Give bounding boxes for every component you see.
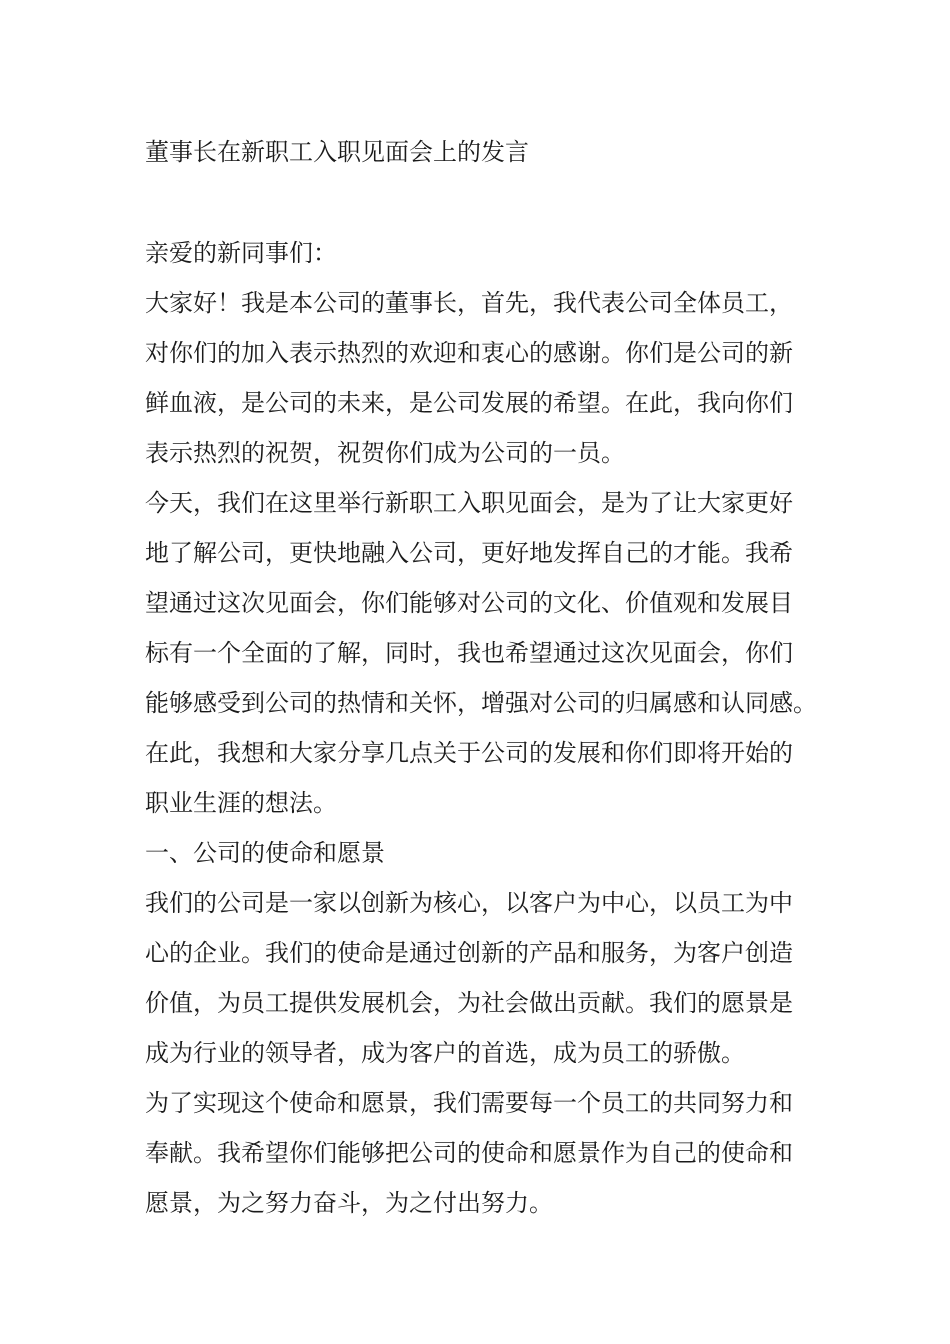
body-line: 能够感受到公司的热情和关怀，增强对公司的归属感和认同感。 bbox=[145, 689, 817, 717]
body-line: 成为行业的领导者，成为客户的首选，成为员工的骄傲。 bbox=[145, 1039, 745, 1067]
document-body bbox=[145, 228, 817, 1228]
document-title: 董事长在新职工入职见面会上的发言 bbox=[145, 138, 529, 166]
body-line: 奉献。我希望你们能够把公司的使命和愿景作为自己的使命和 bbox=[145, 1139, 793, 1167]
body-line: 今天，我们在这里举行新职工入职见面会，是为了让大家更好 bbox=[145, 489, 793, 517]
body-line: 愿景，为之努力奋斗，为之付出努力。 bbox=[145, 1189, 553, 1217]
body-line: 大家好！我是本公司的董事长，首先，我代表公司全体员工， bbox=[145, 289, 793, 317]
body-line: 价值，为员工提供发展机会，为社会做出贡献。我们的愿景是 bbox=[145, 989, 793, 1017]
body-line: 标有一个全面的了解，同时，我也希望通过这次见面会，你们 bbox=[145, 639, 793, 667]
body-line: 望通过这次见面会，你们能够对公司的文化、价值观和发展目 bbox=[145, 589, 793, 617]
body-line: 心的企业。我们的使命是通过创新的产品和服务，为客户创造 bbox=[145, 939, 793, 967]
greeting-line: 亲爱的新同事们： bbox=[145, 239, 337, 267]
body-line: 地了解公司，更快地融入公司，更好地发挥自己的才能。我希 bbox=[145, 539, 793, 567]
body-line: 表示热烈的祝贺，祝贺你们成为公司的一员。 bbox=[145, 439, 625, 467]
body-line: 我们的公司是一家以创新为核心，以客户为中心，以员工为中 bbox=[145, 889, 793, 917]
section-heading: 一、公司的使命和愿景 bbox=[145, 839, 385, 867]
body-line: 鲜血液，是公司的未来，是公司发展的希望。在此，我向你们 bbox=[145, 389, 793, 417]
body-line: 对你们的加入表示热烈的欢迎和衷心的感谢。你们是公司的新 bbox=[145, 339, 793, 367]
body-line: 为了实现这个使命和愿景，我们需要每一个员工的共同努力和 bbox=[145, 1089, 793, 1117]
body-line: 在此，我想和大家分享几点关于公司的发展和你们即将开始的 bbox=[145, 739, 793, 767]
body-line: 职业生涯的想法。 bbox=[145, 789, 337, 817]
